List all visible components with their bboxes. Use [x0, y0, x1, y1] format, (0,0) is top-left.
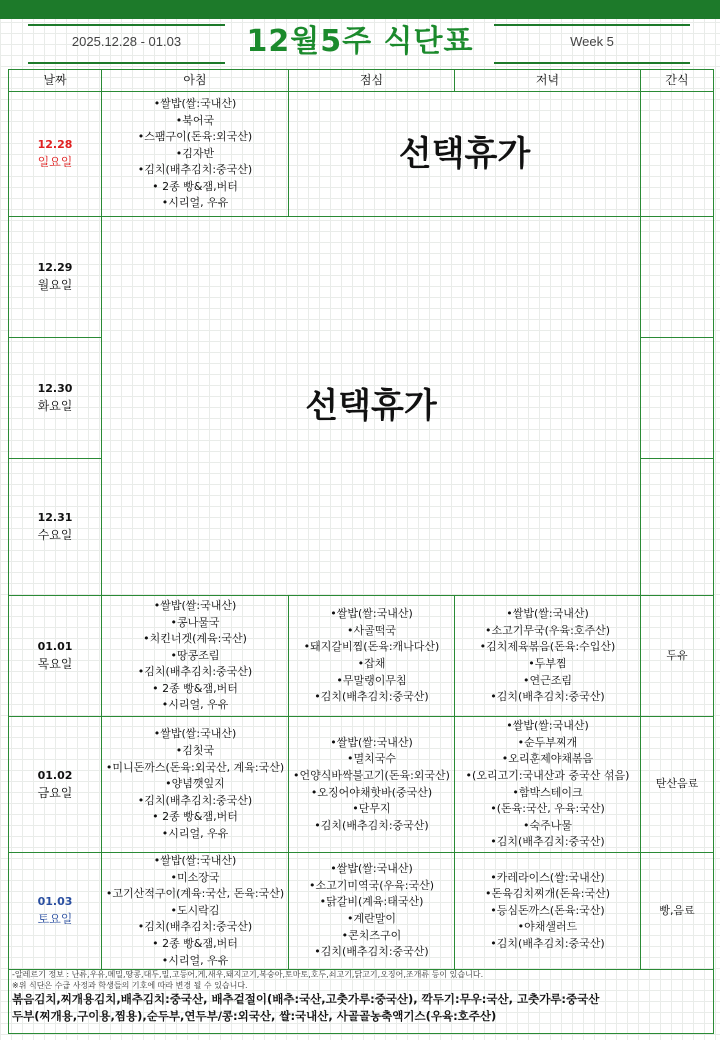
origin-note-2: 두부(찌개용,구이용,찜용),순두부,연두부/콩:외국산, 쌀:국내산, 사골골농축액기스(우육:호주산) — [12, 1009, 497, 1023]
menu-item: • 2종 빵&잼,버터 — [102, 681, 288, 698]
menu-item: • 김치(배추김치:중국산) — [102, 162, 288, 179]
breakfast-cell — [102, 596, 289, 717]
menu-item: • 양념깻잎지 — [102, 776, 288, 793]
menu-item: • 야채샐러드 — [455, 919, 640, 936]
menu-item: • 쌀밥(쌀:국내산) — [289, 735, 454, 752]
menu-list — [455, 718, 640, 851]
lunch-cell — [289, 596, 455, 717]
menu-item: • 쌀밥(쌀:국내산) — [289, 861, 454, 878]
snack-cell — [641, 217, 714, 338]
menu-item: • 오징어야채핫바(중국산) — [289, 785, 454, 802]
menu-item: • 시리얼, 우유 — [102, 697, 288, 714]
closed-block — [102, 217, 641, 596]
snack-cell: 탄산음료 — [641, 717, 714, 853]
day-date: 12.30 — [37, 382, 73, 396]
menu-item: • 2종 빵&잼,버터 — [102, 179, 288, 196]
dinner-cell — [455, 717, 641, 853]
col-header-date: 날짜 — [9, 70, 102, 92]
menu-item: • 사골떡국 — [289, 623, 454, 640]
date-range: 2025.12.28 - 01.03 — [71, 34, 182, 49]
menu-item: • 시리얼, 우유 — [102, 953, 288, 970]
menu-item: • 오리훈제야채볶음 — [455, 751, 640, 768]
day-weekday: 일요일 — [37, 155, 73, 169]
table-row — [9, 853, 714, 970]
closed-label: 선택휴가 — [398, 134, 531, 174]
table-header-row — [9, 70, 714, 92]
meal-table — [8, 69, 714, 970]
menu-item: • 스팸구이(돈육:외국산) — [102, 129, 288, 146]
menu-list — [289, 861, 454, 961]
table-row — [9, 717, 714, 853]
menu-item: • 숙주나물 — [455, 818, 640, 835]
menu-item: • 언양식바싹불고기(돈육:외국산) — [289, 768, 454, 785]
menu-item: • 김치(배추김치:중국산) — [102, 793, 288, 810]
snack-cell — [641, 338, 714, 459]
menu-list — [102, 598, 288, 714]
menu-item: • 소고기무국(우육:호주산) — [455, 623, 640, 640]
menu-item: • 김치(배추김치:중국산) — [455, 689, 640, 706]
breakfast-cell — [102, 717, 289, 853]
menu-item: • 무말랭이무침 — [289, 673, 454, 690]
menu-item: • 김치(배추김치:중국산) — [102, 664, 288, 681]
day-date: 12.31 — [37, 511, 73, 525]
menu-item: • 쌀밥(쌀:국내산) — [102, 598, 288, 615]
menu-item: • 땅콩조림 — [102, 648, 288, 665]
menu-item: • 쌀밥(쌀:국내산) — [455, 606, 640, 623]
breakfast-cell — [102, 853, 289, 970]
menu-item: • 김치(배추김치:중국산) — [455, 834, 640, 851]
day-date: 01.02 — [37, 768, 73, 782]
menu-item: • 돼지갈비찜(돈육:캐나다산) — [289, 639, 454, 656]
menu-item: • 연근조림 — [455, 673, 640, 690]
col-header-dinner: 저녁 — [455, 70, 641, 92]
day-cell — [9, 92, 102, 217]
menu-item: • 2종 빵&잼,버터 — [102, 936, 288, 953]
menu-item: • 닭갈비(계육:태국산) — [289, 894, 454, 911]
menu-item: • 김치제육볶음(돈육:수입산) — [455, 639, 640, 656]
menu-list — [455, 606, 640, 706]
snack-cell: 두유 — [641, 596, 714, 717]
closed-block-label: 선택휴가 — [305, 386, 437, 426]
allergy-note: -알레르기 정보 : 난류,우유,메밀,땅콩,대두,밀,고등어,게,새우,돼지고기,복숭아,토마토,호두,쇠고기,닭고기,오징어,조개류 등이 있습니다. — [12, 970, 484, 979]
menu-item: • 김치(배추김치:중국산) — [289, 944, 454, 961]
dinner-cell — [455, 853, 641, 970]
menu-item: • 김치(배추김치:중국산) — [289, 689, 454, 706]
menu-list — [102, 96, 288, 212]
menu-list — [102, 726, 288, 842]
table-row — [9, 217, 714, 338]
menu-item: • 콘치즈구이 — [289, 928, 454, 945]
snack-cell: 빵,음료 — [641, 853, 714, 970]
notes-box — [8, 967, 714, 1034]
menu-item: • 멸치국수 — [289, 751, 454, 768]
top-bar — [0, 0, 720, 19]
menu-item: • (오리고기:국내산과 중국산 섞음) — [455, 768, 640, 785]
menu-item: • 시리얼, 우유 — [102, 826, 288, 843]
day-cell — [9, 717, 102, 853]
menu-item: • 치킨너겟(계육:국산) — [102, 631, 288, 648]
col-header-snack: 간식 — [641, 70, 714, 92]
menu-item: • 순두부찌개 — [455, 735, 640, 752]
week-box — [494, 24, 690, 64]
menu-item: • 김칫국 — [102, 743, 288, 760]
col-header-lunch: 점심 — [289, 70, 455, 92]
menu-item: • 단무지 — [289, 801, 454, 818]
menu-item: • 북어국 — [102, 113, 288, 130]
menu-item: • 쌀밥(쌀:국내산) — [102, 853, 288, 870]
menu-item: • 시리얼, 우유 — [102, 195, 288, 212]
menu-list — [455, 870, 640, 953]
origin-note-1: 볶음김치,찌개용김치,배추김치:중국산, 배추겉절이(배추:국산,고춧가루:중국산), 깍두기:무우:국산, 고춧가루:중국산 — [12, 992, 600, 1006]
date-range-box — [28, 24, 225, 64]
day-weekday: 토요일 — [37, 912, 73, 927]
closed-cell — [289, 92, 641, 217]
page-title: 12월5주 식단표 — [246, 24, 474, 59]
menu-item: • 김치(배추김치:중국산) — [102, 919, 288, 936]
day-cell — [9, 217, 102, 338]
day-cell — [9, 338, 102, 459]
menu-list — [289, 735, 454, 835]
day-weekday: 금요일 — [37, 785, 73, 800]
day-weekday: 수요일 — [37, 528, 73, 542]
menu-item: • 쌀밥(쌀:국내산) — [102, 96, 288, 113]
menu-list — [102, 853, 288, 969]
lunch-cell — [289, 853, 455, 970]
menu-item: • 잡채 — [289, 656, 454, 673]
menu-item: • 콩나물국 — [102, 615, 288, 632]
day-date: 12.28 — [37, 138, 73, 152]
menu-list — [289, 606, 454, 706]
day-cell — [9, 459, 102, 596]
dinner-cell — [455, 596, 641, 717]
snack-cell — [641, 459, 714, 596]
menu-item: • 등심돈까스(돈육:국산) — [455, 903, 640, 920]
week-label: Week 5 — [570, 34, 614, 49]
menu-item: • 김치(배추김치:중국산) — [289, 818, 454, 835]
menu-item: • 쌀밥(쌀:국내산) — [102, 726, 288, 743]
menu-item: • (돈육:국산, 우육:국산) — [455, 801, 640, 818]
menu-item: • 두부찜 — [455, 656, 640, 673]
day-date: 12.29 — [37, 261, 73, 275]
menu-item: • 카레라이스(쌀:국내산) — [455, 870, 640, 887]
menu-item: • 도시락김 — [102, 903, 288, 920]
menu-item: • 돈육김치찌개(돈육:국산) — [455, 886, 640, 903]
menu-item: • 2종 빵&잼,버터 — [102, 809, 288, 826]
day-cell — [9, 596, 102, 717]
day-weekday: 월요일 — [37, 278, 73, 292]
disclaimer-note: ※위 식단은 수급 사정과 학생들의 기호에 따라 변경 될 수 있습니다. — [12, 981, 248, 990]
day-date: 01.01 — [37, 640, 73, 654]
day-weekday: 화요일 — [37, 399, 73, 413]
table-row — [9, 92, 714, 217]
lunch-cell — [289, 717, 455, 853]
menu-item: • 김치(배추김치:중국산) — [455, 936, 640, 953]
table-row — [9, 596, 714, 717]
menu-item: • 함박스테이크 — [455, 785, 640, 802]
menu-item: • 쌀밥(쌀:국내산) — [289, 606, 454, 623]
menu-item: • 쌀밥(쌀:국내산) — [455, 718, 640, 735]
menu-item: • 소고기미역국(우육:국산) — [289, 878, 454, 895]
menu-item: • 김자반 — [102, 146, 288, 163]
menu-item: • 계란말이 — [289, 911, 454, 928]
snack-cell — [641, 92, 714, 217]
menu-item: • 미니돈까스(돈육:외국산, 계육:국산) — [102, 760, 288, 777]
day-cell — [9, 853, 102, 970]
menu-item: • 고기산적구이(계육:국산, 돈육:국산) — [102, 886, 288, 903]
menu-item: • 미소장국 — [102, 870, 288, 887]
col-header-breakfast: 아침 — [102, 70, 289, 92]
day-weekday: 목요일 — [37, 657, 73, 671]
day-date: 01.03 — [37, 895, 73, 909]
breakfast-cell — [102, 92, 289, 217]
